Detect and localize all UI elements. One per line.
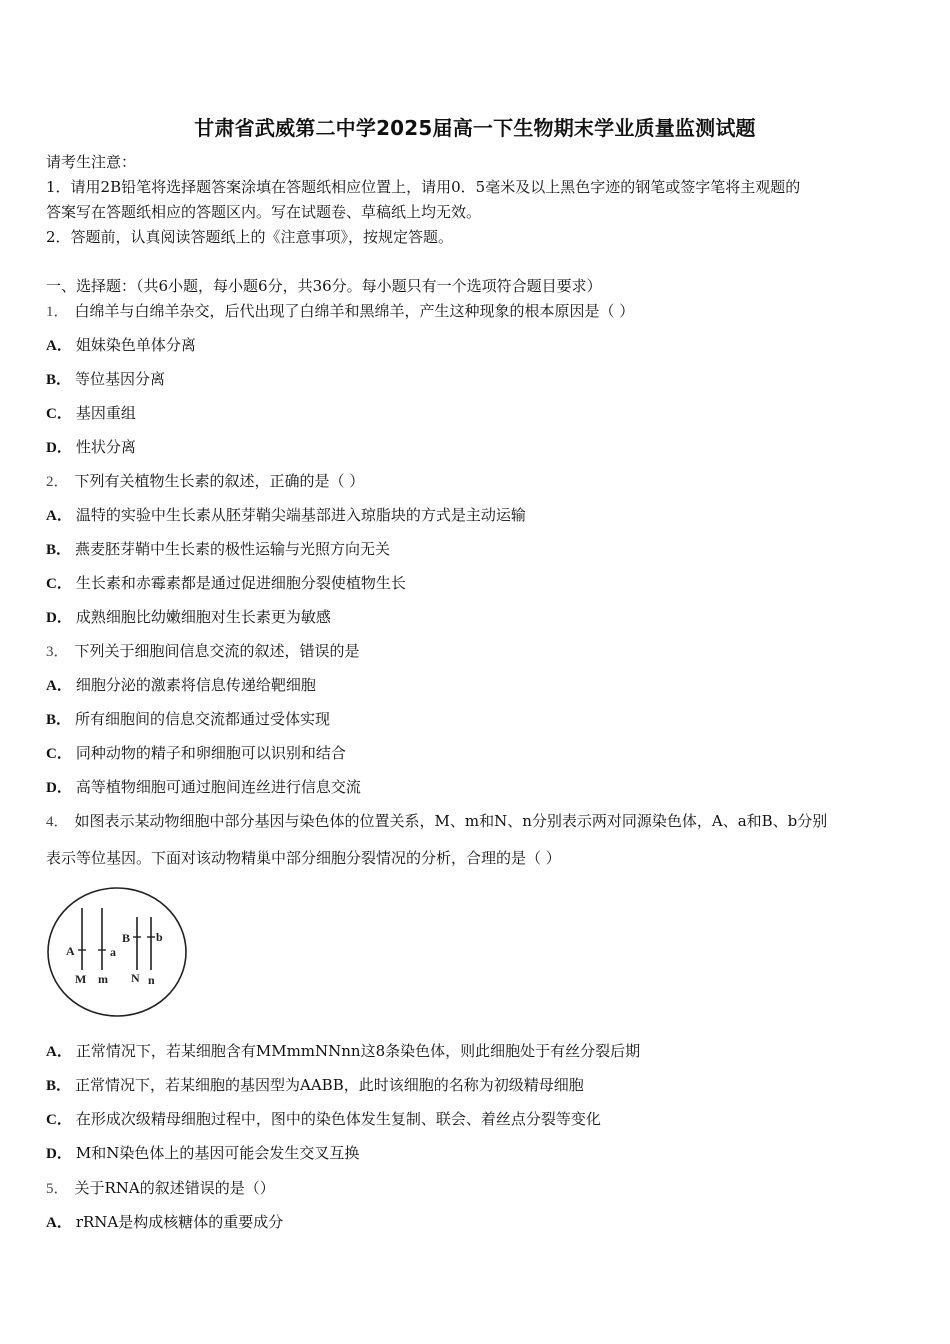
label-B: B xyxy=(122,931,131,945)
question-1-option-c[interactable] xyxy=(46,403,136,424)
option-letter: C． xyxy=(46,746,72,762)
option-letter: D． xyxy=(46,610,72,626)
option-letter: C． xyxy=(46,1112,72,1128)
label-n: n xyxy=(148,973,155,987)
option-letter: D． xyxy=(46,1146,72,1162)
option-letter: B． xyxy=(46,542,72,558)
option-text: 高等植物细胞可通过胞间连丝进行信息交流 xyxy=(75,778,361,796)
question-1-option-a[interactable] xyxy=(46,335,196,356)
question-text: 下列关于细胞间信息交流的叙述，错误的是 xyxy=(74,642,360,660)
option-letter: C． xyxy=(46,406,72,422)
option-letter: B． xyxy=(46,1078,72,1094)
option-letter: D． xyxy=(46,780,72,796)
option-text: 正常情况下，若某细胞含有MMmmNNnn这8条染色体，则此细胞处于有丝分裂后期 xyxy=(75,1042,641,1060)
question-2-option-a[interactable] xyxy=(46,505,526,526)
label-A: A xyxy=(66,944,75,958)
question-number: 3． xyxy=(46,644,69,660)
question-text: 下列有关植物生长素的叙述，正确的是（ ） xyxy=(74,472,365,490)
question-text: 如图表示某动物细胞中部分基因与染色体的位置关系，M、m和N、n分别表示两对同源染色体，A、a和B、b分别 xyxy=(74,812,828,830)
question-3-option-c[interactable] xyxy=(46,743,346,764)
label-m: m xyxy=(98,972,108,986)
option-letter: A． xyxy=(46,508,72,524)
label-a: a xyxy=(110,945,116,959)
question-4-option-c[interactable] xyxy=(46,1109,601,1130)
question-2-option-c[interactable] xyxy=(46,573,406,594)
option-letter: B． xyxy=(46,712,72,728)
option-letter: A． xyxy=(46,678,72,694)
question-3-stem xyxy=(46,641,360,662)
question-4-stem xyxy=(46,811,827,832)
question-4-option-a[interactable] xyxy=(46,1041,640,1062)
option-letter: B． xyxy=(46,372,72,388)
chromosome-diagram xyxy=(44,884,190,1020)
question-3-option-a[interactable] xyxy=(46,675,316,696)
question-3-option-b[interactable] xyxy=(46,709,330,730)
question-number: 1． xyxy=(46,304,69,320)
option-text: 基因重组 xyxy=(75,404,136,422)
option-text: 燕麦胚芽鞘中生长素的极性运输与光照方向无关 xyxy=(75,540,391,558)
option-text: 在形成次级精母细胞过程中，图中的染色体发生复制、联会、着丝点分裂等变化 xyxy=(75,1110,601,1128)
question-number: 2． xyxy=(46,474,69,490)
label-N: N xyxy=(131,971,140,985)
option-text: 性状分离 xyxy=(75,438,136,456)
option-text: 成熟细胞比幼嫩细胞对生长素更为敏感 xyxy=(75,608,331,626)
question-5-option-a[interactable] xyxy=(46,1212,283,1233)
question-2-option-d[interactable] xyxy=(46,607,331,628)
label-M: M xyxy=(75,972,87,986)
option-text: 所有细胞间的信息交流都通过受体实现 xyxy=(75,710,331,728)
page-title: 甘肃省武威第二中学2025届高一下生物期末学业质量监测试题 xyxy=(194,116,756,140)
question-4-option-d[interactable] xyxy=(46,1143,359,1164)
question-3-option-d[interactable] xyxy=(46,777,361,798)
option-letter: A． xyxy=(46,338,72,354)
question-1-option-b[interactable] xyxy=(46,369,165,390)
option-letter: C． xyxy=(46,576,72,592)
notice-line-1: 1．请用2B铅笔将选择题答案涂填在答题纸相应位置上，请用0．5毫米及以上黑色字迹的钢笔或签字笔将主观题的 xyxy=(46,178,801,196)
notice-line-2: 答案写在答题纸相应的答题区内。写在试题卷、草稿纸上均无效。 xyxy=(46,203,482,221)
option-text: 同种动物的精子和卵细胞可以识别和结合 xyxy=(75,744,346,762)
section-heading: 一、选择题：（共6小题，每小题6分，共36分。每小题只有一个选项符合题目要求） xyxy=(46,277,602,295)
question-1-option-d[interactable] xyxy=(46,437,136,458)
notice-line-3: 2．答题前，认真阅读答题纸上的《注意事项》，按规定答题。 xyxy=(46,228,454,246)
question-text: 白绵羊与白绵羊杂交，后代出现了白绵羊和黑绵羊，产生这种现象的根本原因是（ ） xyxy=(74,302,635,320)
option-text: 等位基因分离 xyxy=(75,370,166,388)
question-1-stem xyxy=(46,301,634,322)
option-letter: A． xyxy=(46,1215,72,1231)
option-text: M和N染色体上的基因可能会发生交叉互换 xyxy=(75,1144,360,1162)
question-4-option-b[interactable] xyxy=(46,1075,584,1096)
label-b: b xyxy=(156,930,163,944)
question-5-stem xyxy=(46,1178,275,1199)
question-2-stem xyxy=(46,471,364,492)
option-text: 细胞分泌的激素将信息传递给靶细胞 xyxy=(75,676,316,694)
question-number: 5． xyxy=(46,1181,69,1197)
question-2-option-b[interactable] xyxy=(46,539,390,560)
question-number: 4． xyxy=(46,814,69,830)
notice-heading: 请考生注意： xyxy=(46,153,137,171)
option-letter: A． xyxy=(46,1044,72,1060)
option-text: 温特的实验中生长素从胚芽鞘尖端基部进入琼脂块的方式是主动运输 xyxy=(75,506,526,524)
option-text: 生长素和赤霉素都是通过促进细胞分裂使植物生长 xyxy=(75,574,406,592)
question-4-stem-continued: 表示等位基因。下面对该动物精巢中部分细胞分裂情况的分析，合理的是（ ） xyxy=(46,849,561,867)
question-text: 关于RNA的叙述错误的是（） xyxy=(74,1179,275,1197)
option-text: rRNA是构成核糖体的重要成分 xyxy=(75,1213,284,1231)
option-text: 正常情况下，若某细胞的基因型为AABB，此时该细胞的名称为初级精母细胞 xyxy=(75,1076,584,1094)
option-text: 姐妹染色单体分离 xyxy=(75,336,196,354)
option-letter: D． xyxy=(46,440,72,456)
